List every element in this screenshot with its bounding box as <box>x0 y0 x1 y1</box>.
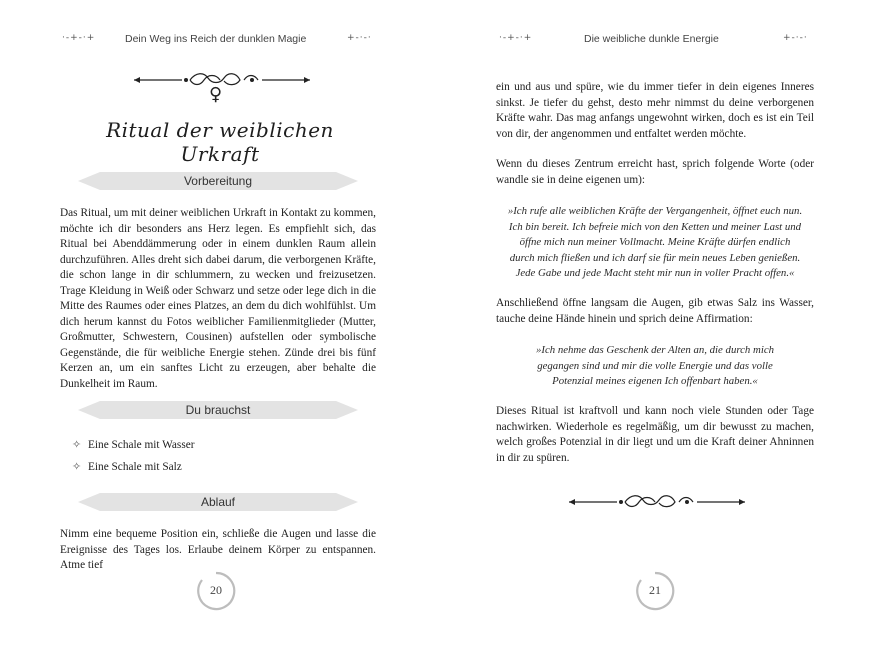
venus-icon: ♀ <box>209 84 223 105</box>
page-title: Ritual der weiblichen Urkraft <box>106 118 334 166</box>
body-paragraph: Dieses Ritual ist kraftvoll und kann noch viele Stunden oder Tage nachwirken. Wiederhole es regelmäßig, um dir bewusst zu machen, welch großes Potenzial in dir liegt und um die Kraft deiner Ahninnen in dir zu spüren. <box>496 405 814 464</box>
materials-list <box>72 434 195 478</box>
running-head: Die weibliche dunkle Energie <box>584 33 719 45</box>
incantation-quote: »Ich rufe alle weiblichen Kräfte der Vergangenheit, öffnet euch nun. Ich bin bereit. Ich befreie mich von den Ketten und meiner Last und öffne mich nun meiner Vollmacht. Meine Kräfte dürfen endlich durch mich fließen und ich darf sie für mein neues Leben genießen. Jede Gabe und jede Macht steht mir nun in voller Pracht offen.« <box>507 205 803 279</box>
body-paragraph: Nimm eine bequeme Position ein, schließe die Augen und lasse die Ereignisse des Tages los. Erlaube deinem Körper zu entspannen. Atme tief <box>60 528 376 571</box>
running-head-ornament-left: ⋅-+-⋅+ <box>62 33 96 43</box>
section-banner-vorbereitung <box>78 170 358 192</box>
section-heading: Du brauchst <box>185 403 251 417</box>
running-head: Dein Weg ins Reich der dunklen Magie <box>125 33 307 45</box>
page-number: 20 <box>196 571 236 611</box>
body-paragraph: Anschließend öffne langsam die Augen, gib etwas Salz ins Wasser, tauche deine Hände hinein und sprich deine Affirmation: <box>496 297 814 325</box>
section-banner-du-brauchst <box>78 399 358 421</box>
running-head-ornament-left: ⋅-+-⋅+ <box>499 33 533 43</box>
page-number: 21 <box>635 571 675 611</box>
body-paragraph: ein und aus und spüre, wie du immer tiefer in dein eigenes Inneres sinkst. Je tiefer du gehst, desto mehr nimmst du deine verborgenen Kräfte wahr. Das mag anfangs ungewohnt wirken, doch es ist ein Teil von dir, der angenommen und entfaltet werden möchte. <box>496 81 814 140</box>
section-heading: Ablauf <box>200 495 236 509</box>
list-item: ✧ Eine Schale mit Wasser <box>72 434 195 456</box>
right-page <box>437 0 874 648</box>
section-banner-ablauf <box>78 491 358 513</box>
affirmation-quote: »Ich nehme das Geschenk der Alten an, die durch mich gegangen sind und mir die volle Energie und das volle Potenzial meines eigenen Ich offenbart haben.« <box>535 344 775 387</box>
section-heading: Vorbereitung <box>183 174 253 188</box>
body-paragraph: Wenn du dieses Zentrum erreicht hast, sprich folgende Worte (oder wandle sie in deine eigenen um): <box>496 158 814 186</box>
sparkle-icon: ✧ <box>72 460 82 473</box>
flourish-divider-icon <box>567 492 747 512</box>
body-paragraph: Das Ritual, um mit deiner weiblichen Urkraft in Kontakt zu kommen, möchte ich dir besonders ans Herz legen. Es empfiehlt sich, das Ritual bei Abenddämmerung oder in einem dunklen Raum allein durchzuführen. Alles dreht sich dabei darum, die verborgenen Kräfte, die schon lange in dir schlummern, zu wecken und freizusetzen. Trage Kleidung in Weiß oder Schwarz und setze oder lege dich in die Mitte des Raumes oder eines Platzes, an dem du dich wohlfühlst. Um dich herum kannst du Fotos weiblicher Familienmitglieder (Mutter, Großmutter, Schwestern, Cousinen) aufstellen oder symbolische Gegenstände, die für weibliche Energie stehen. Zünde drei bis fünf Kerzen an, um ein sanftes Licht zu erzeugen, aber behalte die Dunkelheit im Raum. <box>60 207 376 390</box>
running-head-ornament-right: +-⋅-⋅ <box>347 33 372 43</box>
sparkle-icon: ✧ <box>72 438 82 451</box>
list-item: ✧ Eine Schale mit Salz <box>72 456 195 478</box>
running-head-ornament-right: +-⋅-⋅ <box>783 33 808 43</box>
